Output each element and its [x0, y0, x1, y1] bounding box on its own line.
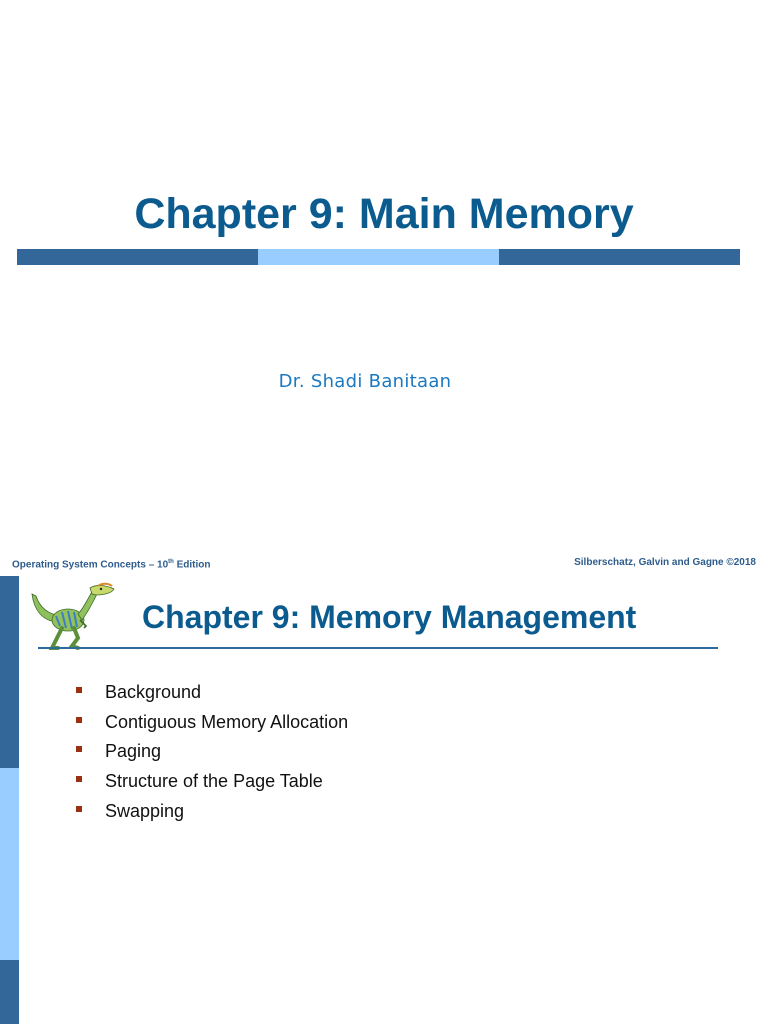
footer-book-title-tail: Edition — [173, 559, 211, 571]
list-item-text: Background — [105, 682, 202, 702]
list-item-text: Swapping — [105, 800, 185, 821]
list-item-text: Paging — [105, 741, 162, 762]
bullet-marker — [76, 746, 82, 752]
side-bar-segment — [0, 960, 19, 1024]
list-item — [76, 680, 348, 710]
footer-copyright: Silberschatz, Galvin and Gagne ©2018 — [574, 557, 756, 568]
side-bar-segment — [0, 768, 19, 960]
slide-title: Chapter 9: Memory Management — [142, 599, 637, 635]
bullet-marker — [76, 806, 82, 812]
footer-book-title-text: Operating System Concepts – 10 — [12, 559, 169, 571]
list-item — [76, 710, 348, 740]
title-bar-segment — [17, 249, 258, 265]
bullet-marker — [76, 776, 82, 782]
topic-list — [76, 680, 348, 828]
title-underline — [38, 647, 718, 649]
side-bar-segment — [0, 576, 19, 768]
bullet-marker — [76, 687, 82, 693]
list-item-text: Structure of the Page Table — [105, 771, 323, 792]
footer-book-title — [12, 559, 211, 570]
list-item-text: Contiguous Memory Allocation — [105, 711, 349, 732]
content-slide — [0, 576, 768, 1024]
title-bar-segment — [258, 249, 499, 265]
title-bar — [17, 249, 740, 265]
footer-edition-suffix: th — [168, 559, 174, 565]
author-name: Dr. Shadi Banitaan — [278, 371, 452, 392]
title-bar-segment — [499, 249, 740, 265]
bullet-marker — [76, 717, 82, 723]
slide-title: Chapter 9: Main Memory — [134, 190, 634, 238]
dinosaur-icon — [26, 580, 120, 652]
list-item — [76, 739, 348, 769]
list-item — [76, 769, 348, 799]
list-item — [76, 799, 348, 829]
side-bar — [0, 576, 19, 1024]
